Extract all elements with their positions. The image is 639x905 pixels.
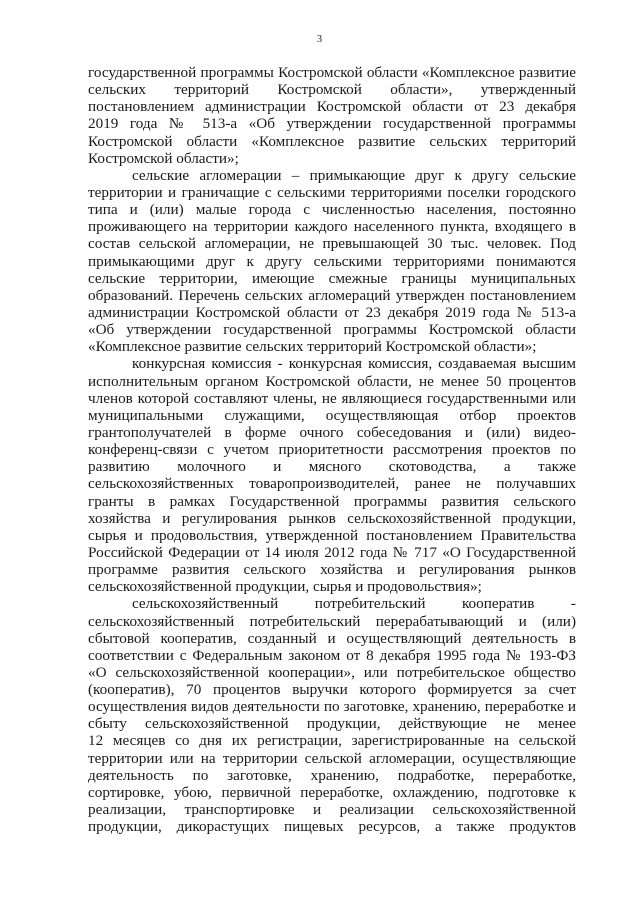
text-line: исполнительным органом Костромской области, не менее 50 процентов xyxy=(88,372,576,390)
text-line: 2019 года № 513-а «Об утверждении государственной программы xyxy=(88,115,576,133)
text-line: территории или на территории сельской агломерации, осуществляющие xyxy=(88,749,576,767)
text-line: Костромской области «Комплексное развитие сельских территорий xyxy=(88,132,576,150)
text-line: грантополучателей в форме очного собеседования и (или) видео- xyxy=(88,423,576,441)
text-line: государственной программы Костромской области «Комплексное развитие xyxy=(88,64,576,81)
text-line: сельскохозяйственный потребительский перерабатывающий и (или) xyxy=(88,612,576,630)
text-line: территории и граничащие с сельскими территориями поселки городского xyxy=(88,183,576,201)
text-line: продукции, дикорастущих пищевых ресурсов, а также продуктов xyxy=(88,818,576,836)
text-line: конкурсная комиссия - конкурсная комиссия, создаваемая высшим xyxy=(132,355,576,373)
text-line: сельские агломерации – примыкающие друг к другу сельские xyxy=(132,166,576,184)
text-line: развитию молочного и мясного скотоводства, а также xyxy=(88,458,576,476)
text-line: примыкающими друг к другу сельскими территориями понимаются xyxy=(88,252,576,270)
text-line: деятельность по заготовке, хранению, подработке, переработке, xyxy=(88,766,576,784)
text-line: 12 месяцев со дня их регистрации, зарегистрированные на сельской xyxy=(88,732,576,750)
page-number: 3 xyxy=(316,34,323,45)
text-line: «Об утверждении государственной программы Костромской области xyxy=(88,321,576,339)
text-line: сортировке, убою, первичной переработке, охлаждению, подготовке к xyxy=(88,783,576,801)
text-line: Российской Федерации от 14 июля 2012 года № 717 «О Государственной xyxy=(88,543,576,561)
text-line: администрации Костромской области от 23 декабря 2019 года № 513-а xyxy=(88,303,576,321)
text-line: сбытовой кооператив, созданный и осуществляющий деятельность в xyxy=(88,629,576,647)
text-line: гранты в рамках Государственной программы развития сельского xyxy=(88,492,576,510)
text-line: сельскохозяйственных товаропроизводителей, ранее не получавших xyxy=(88,475,576,493)
text-line: «Комплексное развитие сельских территорий Костромской области»; xyxy=(88,338,537,356)
text-line: программе развития сельского хозяйства и регулирования рынков xyxy=(88,561,576,579)
text-line: реализации, транспортировке и реализации сельскохозяйственной xyxy=(88,801,576,819)
text-line: сельских территорий Костромской области», утвержденный xyxy=(88,81,576,99)
text-line: сельскохозяйственной продукции, сырья и продовольствия»; xyxy=(88,578,482,596)
text-line: хозяйства и регулирования рынков сельскохозяйственной продукции, xyxy=(88,509,576,527)
text-line: (кооператив), 70 процентов выручки которого формируется за счет xyxy=(88,681,576,699)
text-line: сельские территории, имеющие смежные границы муниципальных xyxy=(88,269,576,287)
text-line: постановлением администрации Костромской области от 23 декабря xyxy=(88,98,576,116)
text-line: соответствии с Федеральным законом от 8 декабря 1995 года № 193-ФЗ xyxy=(88,646,576,664)
text-line: сельскохозяйственный потребительский кооператив - xyxy=(132,595,576,613)
text-line: состав сельской агломерации, не превышающей 30 тыс. человек. Под xyxy=(88,235,576,253)
text-line: муниципальными служащими, осуществляющая отбор проектов xyxy=(88,406,576,424)
body-text xyxy=(88,64,576,835)
text-line: сбыту сельскохозяйственной продукции, действующие не менее xyxy=(88,715,576,733)
text-line: Костромской области»; xyxy=(88,149,239,167)
text-line: членов которой составляют члены, не являющиеся государственными или xyxy=(88,389,576,407)
text-line: осуществления видов деятельности по заготовке, хранению, переработке и xyxy=(88,698,576,716)
text-line: проживающего на территории каждого населенного пункта, входящего в xyxy=(88,218,576,236)
text-line: сырья и продовольствия, утвержденной постановлением Правительства xyxy=(88,526,576,544)
text-line: образований. Перечень сельских агломераций утвержден постановлением xyxy=(88,286,576,304)
text-line: «О сельскохозяйственной кооперации», или потребительское общество xyxy=(88,663,576,681)
text-line: конференц-связи с учетом приоритетности рассмотрения проектов по xyxy=(88,441,576,459)
text-line: типа и (или) малые города с численностью населения, постоянно xyxy=(88,201,576,219)
